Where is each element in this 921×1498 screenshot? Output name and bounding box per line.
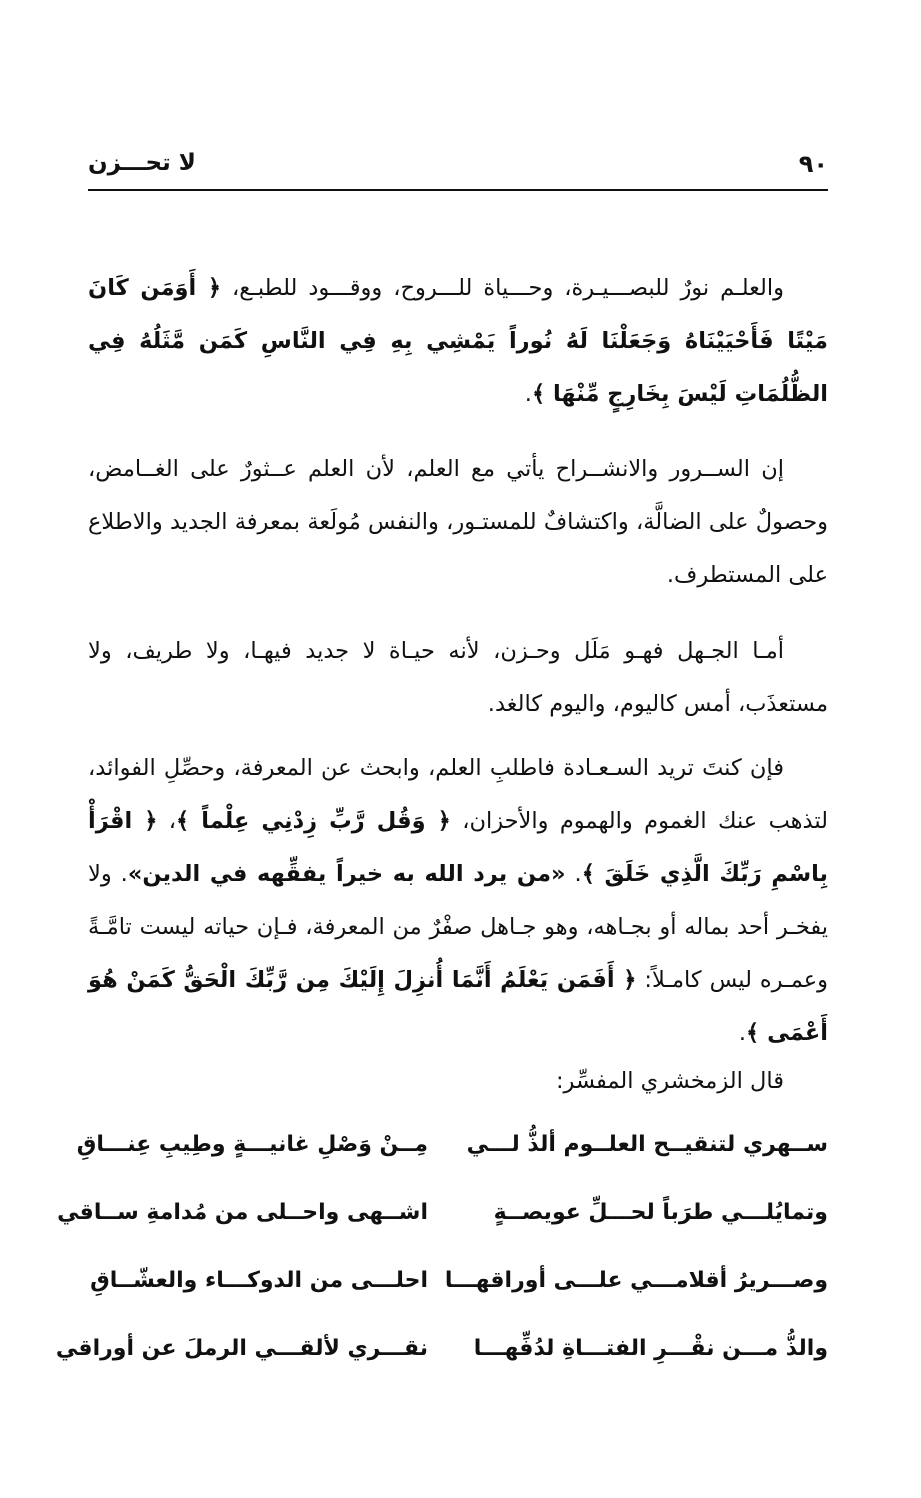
verse-first-hemistich: ســهري لتنقيــح العلــوم ألذُّ لـــي <box>466 1131 828 1157</box>
poem <box>55 1110 828 1382</box>
poem-verse <box>57 1178 828 1246</box>
header-divider <box>88 189 828 191</box>
verse-second-hemistich: مِــنْ وَصْلِ غانيـــةٍ وطِيبِ عِنـــاقِ <box>76 1131 428 1157</box>
paragraph-text: . <box>738 1020 747 1046</box>
verse-first-hemistich: وصـــريرُ أقلامـــي علـــى أوراقهـــا <box>444 1267 828 1293</box>
paragraph-text: فإن كنتَ تريد السـعـادة فاطلبِ العلم، وابحث عن المعرفة، وحصِّلِ الفوائد، لتذهب عنك الغموم والهموم والأحزان، <box>88 755 829 834</box>
quran-verse: ﴿ اقْرَأْ بِاسْمِ رَبِّكَ الَّذِي خَلَقَ ﴾ <box>88 808 828 887</box>
paragraph-seek-knowledge <box>88 742 828 1060</box>
quran-verse: ﴿ أَفَمَن يَعْلَمُ أَنَّمَا أُنزِلَ إِلَيْكَ مِن رَّبِّكَ الْحَقُّ كَمَنْ هُوَ أَعْمَى ﴾ <box>88 967 828 1046</box>
poem-intro-text: قال الزمخشري المفسِّر: <box>555 1068 784 1094</box>
paragraph-text: . <box>524 381 532 407</box>
verse-first-hemistich: وتمايُلـــي طرَباً لحـــلِّ عويصــةٍ <box>493 1199 828 1225</box>
running-title: لا تحـــزن <box>88 150 196 176</box>
paragraph-knowledge-light <box>88 262 828 421</box>
paragraph-text: ، <box>157 808 177 834</box>
verse-second-hemistich: نقـــري لألقـــي الرملَ عن أوراقي <box>55 1335 428 1361</box>
paragraph-text: . <box>565 861 582 887</box>
poem-verse <box>55 1314 828 1382</box>
poem-verse <box>76 1110 828 1178</box>
verse-second-hemistich: اشــهى واحــلى من مُدامةِ ســاقي <box>57 1199 428 1225</box>
paragraph-joy-of-knowledge <box>88 443 828 602</box>
paragraph-text: إن الســرور والانشــراح يأتي مع العلم، لأن العلم عــثورٌ على الغــامض، وحصولٌ على الضالَّة، واكتشافٌ للمستـور، والنفس مُولَعة بمعرفة الجديد والاطلاع على المستطرف. <box>88 456 828 588</box>
quran-verse: ﴿ أَوَمَن كَانَ مَيْتًا فَأَحْيَيْنَاهُ وَجَعَلْنَا لَهُ نُوراً يَمْشِي بِهِ فِي النَّاسِ كَمَن مَّثَلُهُ فِي الظُّلُمَاتِ لَيْسَ بِخَارِجٍ مِّنْهَا ﴾ <box>88 275 828 407</box>
poem-verse <box>88 1246 828 1314</box>
paragraph-text: والعلـم نورٌ للبصـــيـرة، وحـــياة للـــروح، ووقـــود للطبـع، <box>221 275 784 301</box>
quran-verse: ﴿ وَقُل رَّبِّ زِدْنِي عِلْماً ﴾ <box>176 808 451 834</box>
paragraph-ignorance <box>88 625 828 731</box>
paragraph-text: . ولا يفخـر أحد بماله أو بجـاهه، وهو جـاهل صفْرٌ من المعرفة، فـإن حياته ليست تامَّـةً وعمـره ليس كامـلاً: <box>88 861 828 993</box>
paragraph-text: أمـا الجـهل فهـو مَلَل وحـزن، لأنه حيـاة لا جديد فيهـا، ولا طريف، ولا مستعذَب، أمس كاليوم، واليوم كالغد. <box>88 638 828 717</box>
verse-first-hemistich: والذُّ مـــن نقْـــرِ الفتـــاةِ لدُفِّهـــا <box>473 1335 828 1361</box>
page-header <box>88 150 828 186</box>
poem-intro <box>88 1055 828 1108</box>
verse-second-hemistich: احلـــى من الدوكـــاء والعشّــاقِ <box>90 1267 428 1293</box>
page-number: ٩٠ <box>798 150 828 178</box>
hadith-quote: «من يرد الله به خيراً يفقِّهه في الدين» <box>127 861 566 887</box>
